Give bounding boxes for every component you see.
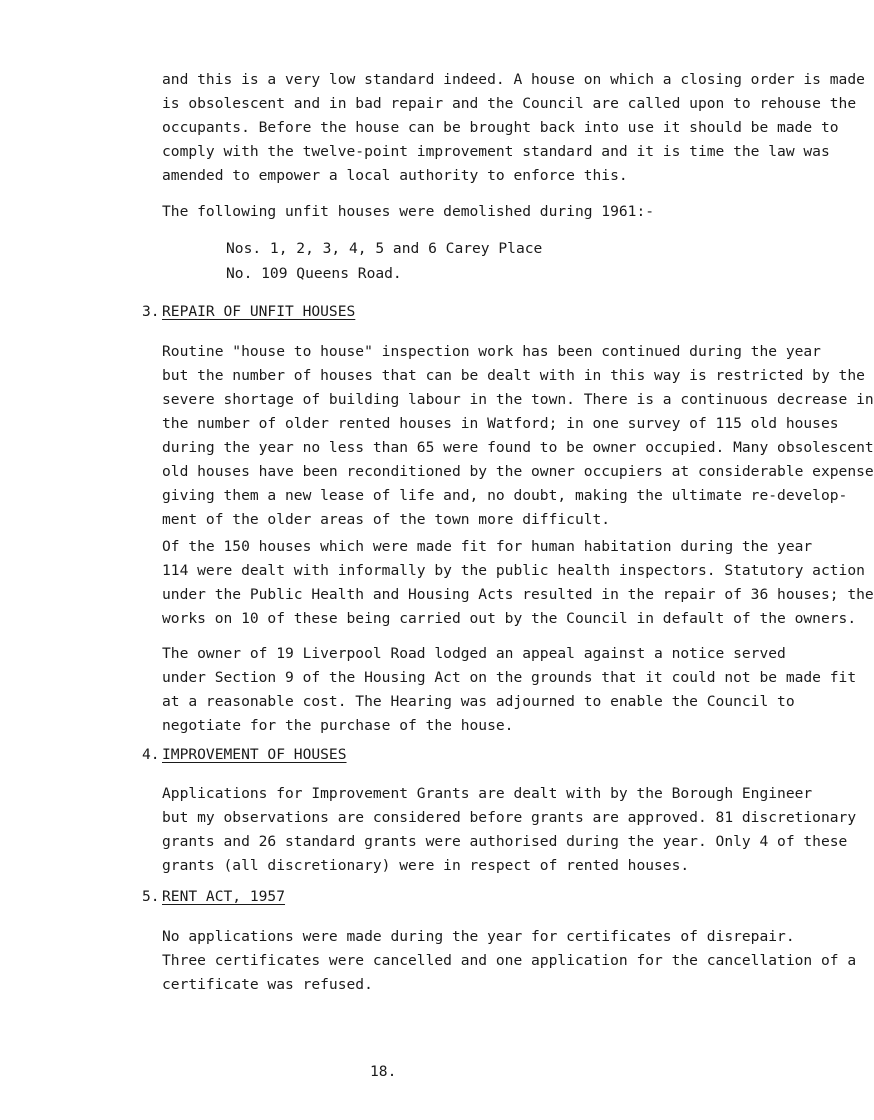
text-line: at a reasonable cost. The Hearing was adjourned to enable the Council to — [162, 693, 795, 710]
text-line: No applications were made during the year for certificates of disrepair. — [162, 928, 795, 945]
paragraph-improvement-grants — [162, 782, 857, 878]
text-line: Of the 150 houses which were made fit for human habitation during the year — [162, 538, 813, 555]
text-line: and this is a very low standard indeed. A house on which a closing order is made — [162, 71, 865, 88]
paragraph-demolished-intro: The following unfit houses were demolished during 1961:- — [162, 203, 655, 220]
demolished-item: Nos. 1, 2, 3, 4, 5 and 6 Carey Place — [226, 240, 543, 257]
text-line: old houses have been reconditioned by the owner occupiers at considerable expense — [162, 463, 874, 480]
text-line: The owner of 19 Liverpool Road lodged an appeal against a notice served — [162, 645, 786, 662]
text-line: ment of the older areas of the town more difficult. — [162, 511, 611, 528]
section-number: 3. — [142, 303, 160, 320]
paragraph-appeal — [162, 642, 857, 738]
text-line: negotiate for the purchase of the house. — [162, 717, 514, 734]
text-line: is obsolescent and in bad repair and the Council are called upon to rehouse the — [162, 95, 857, 112]
paragraph-house-to-house — [162, 340, 874, 532]
section-heading: IMPROVEMENT OF HOUSES — [162, 746, 347, 763]
text-line: Applications for Improvement Grants are dealt with by the Borough Engineer — [162, 785, 813, 802]
paragraph-certificates — [162, 925, 857, 997]
page-number: 18. — [370, 1063, 397, 1080]
text-line: Three certificates were cancelled and one application for the cancellation of a — [162, 952, 857, 969]
text-line: Routine "house to house" inspection work has been continued during the year — [162, 343, 821, 360]
text-line: but my observations are considered before grants are approved. 81 discretionary — [162, 809, 857, 826]
text-line: under Section 9 of the Housing Act on the grounds that it could not be made fit — [162, 669, 857, 686]
text-line: certificate was refused. — [162, 976, 373, 993]
section-heading: REPAIR OF UNFIT HOUSES — [162, 303, 356, 320]
text-line: grants and 26 standard grants were authorised during the year. Only 4 of these — [162, 833, 848, 850]
text-line: amended to empower a local authority to enforce this. — [162, 167, 628, 184]
text-line: comply with the twelve-point improvement standard and it is time the law was — [162, 143, 830, 160]
text-line: grants (all discretionary) were in respect of rented houses. — [162, 857, 690, 874]
text-line: occupants. Before the house can be brought back into use it should be made to — [162, 119, 839, 136]
text-line: under the Public Health and Housing Acts resulted in the repair of 36 houses; the — [162, 586, 874, 603]
text-line: giving them a new lease of life and, no doubt, making the ultimate re-develop- — [162, 487, 848, 504]
paragraph-closing-order — [162, 68, 865, 188]
paragraph-houses-made-fit — [162, 535, 874, 631]
text-line: but the number of houses that can be dealt with in this way is restricted by the — [162, 367, 865, 384]
text-line: during the year no less than 65 were found to be owner occupied. Many obsolescent — [162, 439, 874, 456]
text-line: works on 10 of these being carried out by the Council in default of the owners. — [162, 610, 857, 627]
section-number: 4. — [142, 746, 160, 763]
text-line: 114 were dealt with informally by the public health inspectors. Statutory action — [162, 562, 865, 579]
section-heading: RENT ACT, 1957 — [162, 888, 286, 905]
demolished-item: No. 109 Queens Road. — [226, 265, 402, 282]
section-number: 5. — [142, 888, 160, 905]
text-line: severe shortage of building labour in the town. There is a continuous decrease in — [162, 391, 874, 408]
text-line: the number of older rented houses in Watford; in one survey of 115 old houses — [162, 415, 839, 432]
